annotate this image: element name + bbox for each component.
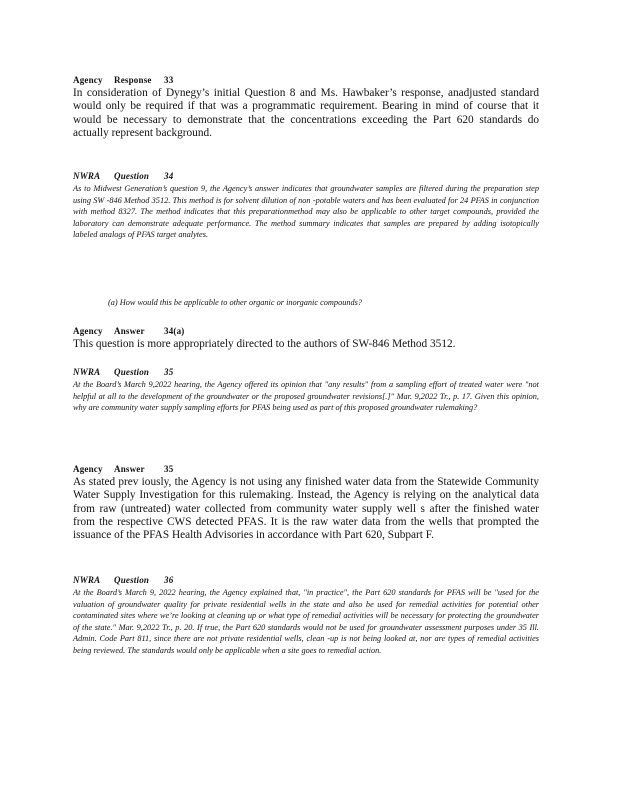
label-kind: Question <box>114 171 150 181</box>
label-number: 35 <box>164 464 174 474</box>
label-org: Agency <box>73 464 103 474</box>
section-label <box>73 325 539 337</box>
agency-answer-35 <box>73 463 539 542</box>
section-label <box>73 463 539 475</box>
section-label <box>73 366 539 378</box>
label-org: Agency <box>73 75 103 85</box>
nwra-question-36 <box>73 574 539 657</box>
label-number: 33 <box>164 75 174 85</box>
answer-text: This question is more appropriately directed to the authors of SW-846 Method 3512. <box>73 338 456 350</box>
label-kind: Question <box>114 367 150 377</box>
label-kind: Answer <box>114 464 145 474</box>
label-org: NWRA <box>73 171 101 181</box>
question-text: At the Board’s March 9,2022 hearing, the Agency offered its opinion that "any results" from a sampling effort of treated water were "not helpful at all to the development of the groundwater or the proposed groundwater revisions[.]" Mar. 9,2022 Tr., p. 17. Given this opinion, why are community water supply sampling efforts for PFAS being used as part of this proposed groundwater rulemaking? <box>73 380 539 413</box>
label-number: 36 <box>164 575 174 585</box>
agency-response-33 <box>73 74 539 140</box>
sub-question-a: (a) How would this be applicable to other organic or inorganic compounds? <box>108 298 363 307</box>
agency-answer-34a <box>73 325 539 351</box>
label-number: 34(a) <box>164 326 185 336</box>
nwra-question-34 <box>73 170 539 241</box>
label-org: NWRA <box>73 575 101 585</box>
response-text: In consideration of Dynegy’s initial Question 8 and Ms. Hawbaker’s response, anadjusted standard would only be required if that was a programmatic requirement. Bearing in mind of course that it would be necessary to demonstrate that the concentrations exceeding the Part 620 standards do actually represent background. <box>73 87 539 139</box>
section-label <box>73 170 539 182</box>
label-kind: Response <box>114 75 152 85</box>
section-label <box>73 74 539 86</box>
nwra-question-35 <box>73 366 539 414</box>
label-kind: Question <box>114 575 150 585</box>
question-text: At the Board’s March 9, 2022 hearing, the Agency explained that, "in practice", the Part 620 standards for PFAS will be "used for the valuation of groundwater quality for private residential wells in the state and also be used for remedial activities for potential other contaminated sites where we’re looking at cleaning up or what type of remedial activities will be necessary for protecting the groundwater of the state." Mar. 9,2022 Tr., p. 20. If true, the Part 620 standards would not be used for groundwater assessment purposes under 35 Ill. Admin. Code Part 811, since there are not private residential wells, clean -up is not being looked at, nor are types of remedial activities being reviewed. The standards would only be applicable when a site goes to remedial action. <box>73 588 539 655</box>
answer-text: As stated prev iously, the Agency is not using any finished water data from the Statewide Community Water Supply Investigation for this rulemaking. Instead, the Agency is relying on the analytical data from raw (untreated) water collected from community water supply well s after the finished water from the respective CWS detected PFAS. It is the raw water data from the wells that prompted the issuance of the PFAS Health Advisories in accordance with Part 620, Subpart F. <box>73 476 539 542</box>
label-org: NWRA <box>73 367 101 377</box>
label-number: 34 <box>164 171 174 181</box>
label-number: 35 <box>164 367 174 377</box>
question-text: As to Midwest Generation’s question 9, the Agency’s answer indicates that groundwater samples are filtered during the preparation step using SW -846 Method 3512. This method is for solvent dilution of non -potable waters and has been evaluated for 24 PFAS in conjunction with method 8327. The method indicates that this preparationmethod may also be applicable to other target compounds, provided the laboratory can demonstrate adequate performance. The method summary indicates that samples are prepared by adding isotopically labeled analogs of PFAS target analytes. <box>73 184 539 240</box>
label-org: Agency <box>73 326 103 336</box>
section-label <box>73 574 539 586</box>
label-kind: Answer <box>114 326 145 336</box>
